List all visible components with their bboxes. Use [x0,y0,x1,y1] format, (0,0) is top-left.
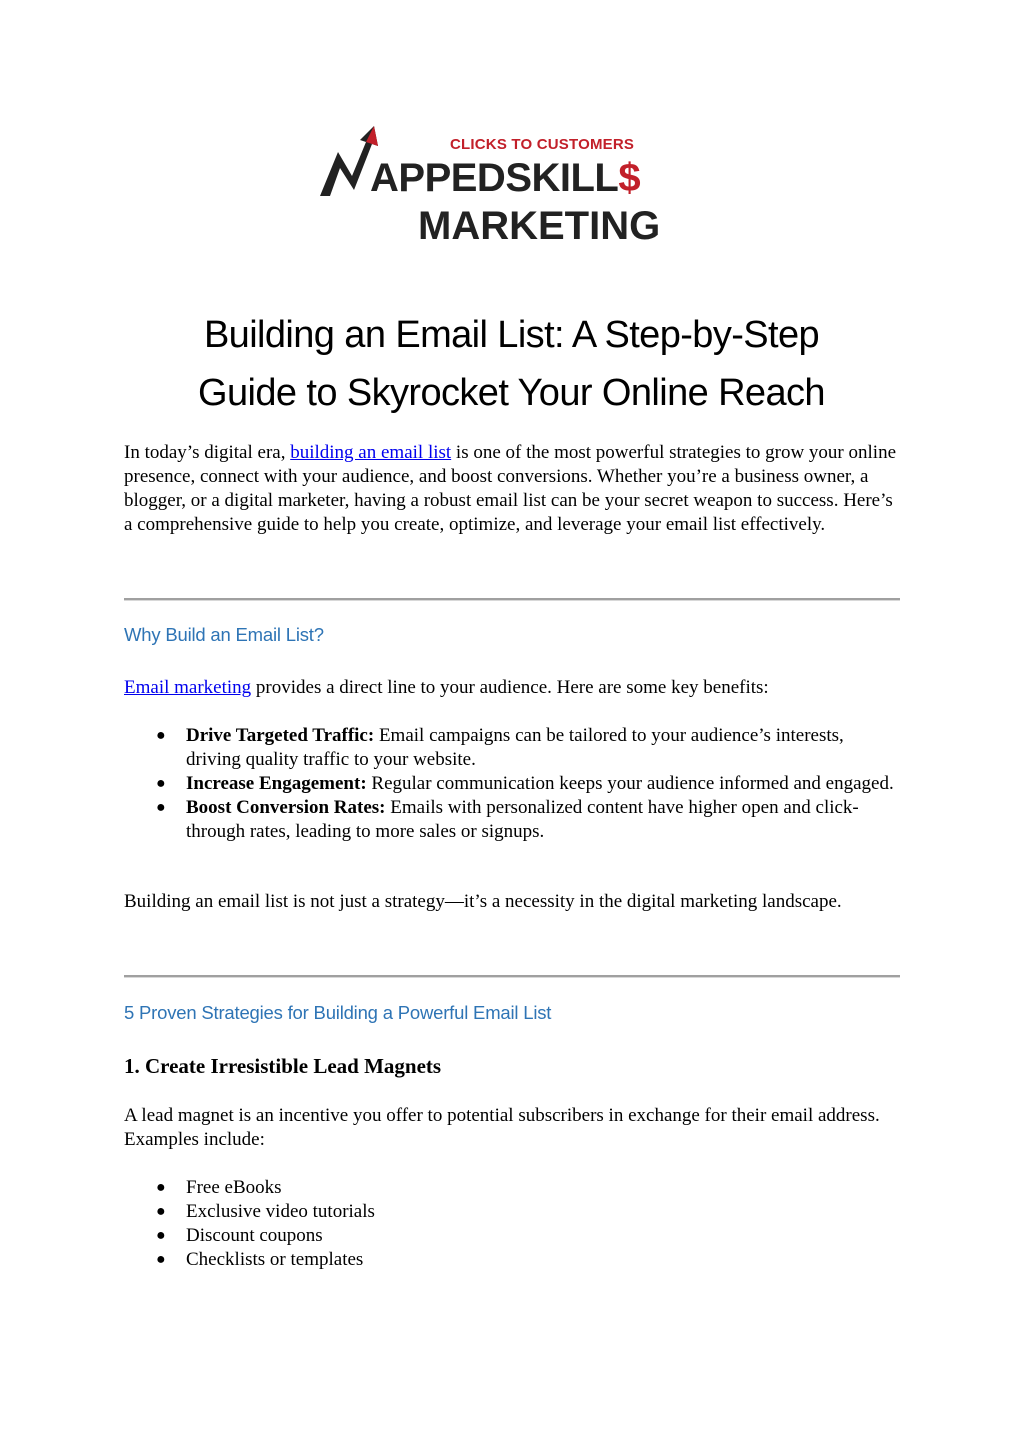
list-item [124,724,900,772]
logo-wordmark-line1 [370,154,640,202]
benefits-list [124,724,900,844]
example-text: Checklists or templates [186,1249,364,1270]
step1-paragraph: A lead magnet is an incentive you offer to potential subscribers in exchange for their email address. Examples include: [124,1105,880,1150]
bullet-icon: ● [156,727,166,744]
list-item [124,772,900,796]
intro-text-rest: is one of the most powerful strategies to grow your online presence, connect with your audience, and boost conversions. Whether you’re a business owner, a blogger, or a digital marketer, having a robust email list can be your secret weapon to success. Here’s a comprehensive guide to help you create, optimize, and leverage your email list effectively. [124,442,897,535]
bullet-icon: ● [156,1251,166,1268]
list-item [124,796,900,844]
logo-tagline: CLICKS TO CUSTOMERS [450,136,635,153]
benefit-text: Emails with personalized content have higher open and click-through rates, leading to more sales or signups. [186,797,859,842]
building-email-list-link[interactable]: building an email list [290,442,452,463]
page-title [100,306,923,422]
benefit-label: Drive Targeted Traffic: [186,725,375,746]
why-closing-paragraph: Building an email list is not just a strategy—it’s a necessity in the digital marketing landscape. [124,891,842,912]
example-text: Discount coupons [186,1225,323,1246]
why-heading: Why Build an Email List? [124,624,324,645]
step1-heading: 1. Create Irresistible Lead Magnets [124,1054,442,1078]
list-item [124,1176,900,1200]
example-text: Exclusive video tutorials [186,1201,375,1222]
logo-dollar-sign: $ [618,156,641,200]
page-title-line2: Guide to Skyrocket Your Online Reach [198,372,825,414]
bullet-icon: ● [156,799,166,816]
section-divider [124,598,900,601]
page-title-line1: Building an Email List: A Step-by-Step [203,314,820,356]
list-item [124,1224,900,1248]
intro-text-start: In today’s digital era, [124,442,291,463]
bullet-icon: ● [156,1203,166,1220]
why-lead-paragraph [124,676,904,700]
benefit-text: Email campaigns can be tailored to your audience’s interests, driving quality traffic to your website. [186,725,844,770]
logo-wordmark-line2: MARKETING [418,204,661,248]
logo-wordmark-text: APPEDSKILL [370,156,619,200]
benefit-text: Regular communication keeps your audience informed and engaged. [366,773,894,794]
list-item [124,1248,900,1272]
brand-logo [318,124,708,248]
strategies-heading: 5 Proven Strategies for Building a Powerful Email List [124,1002,552,1023]
example-text: Free eBooks [186,1177,282,1198]
lead-magnet-examples-list [124,1176,900,1272]
intro-paragraph [124,441,904,537]
benefit-label: Boost Conversion Rates: [186,797,386,818]
email-marketing-link[interactable]: Email marketing [124,677,252,698]
section-divider [124,975,900,978]
bullet-icon: ● [156,1179,166,1196]
why-lead-text: provides a direct line to your audience. Here are some key benefits: [251,677,769,698]
bullet-icon: ● [156,775,166,792]
bullet-icon: ● [156,1227,166,1244]
list-item [124,1200,900,1224]
benefit-label: Increase Engagement: [186,773,367,794]
